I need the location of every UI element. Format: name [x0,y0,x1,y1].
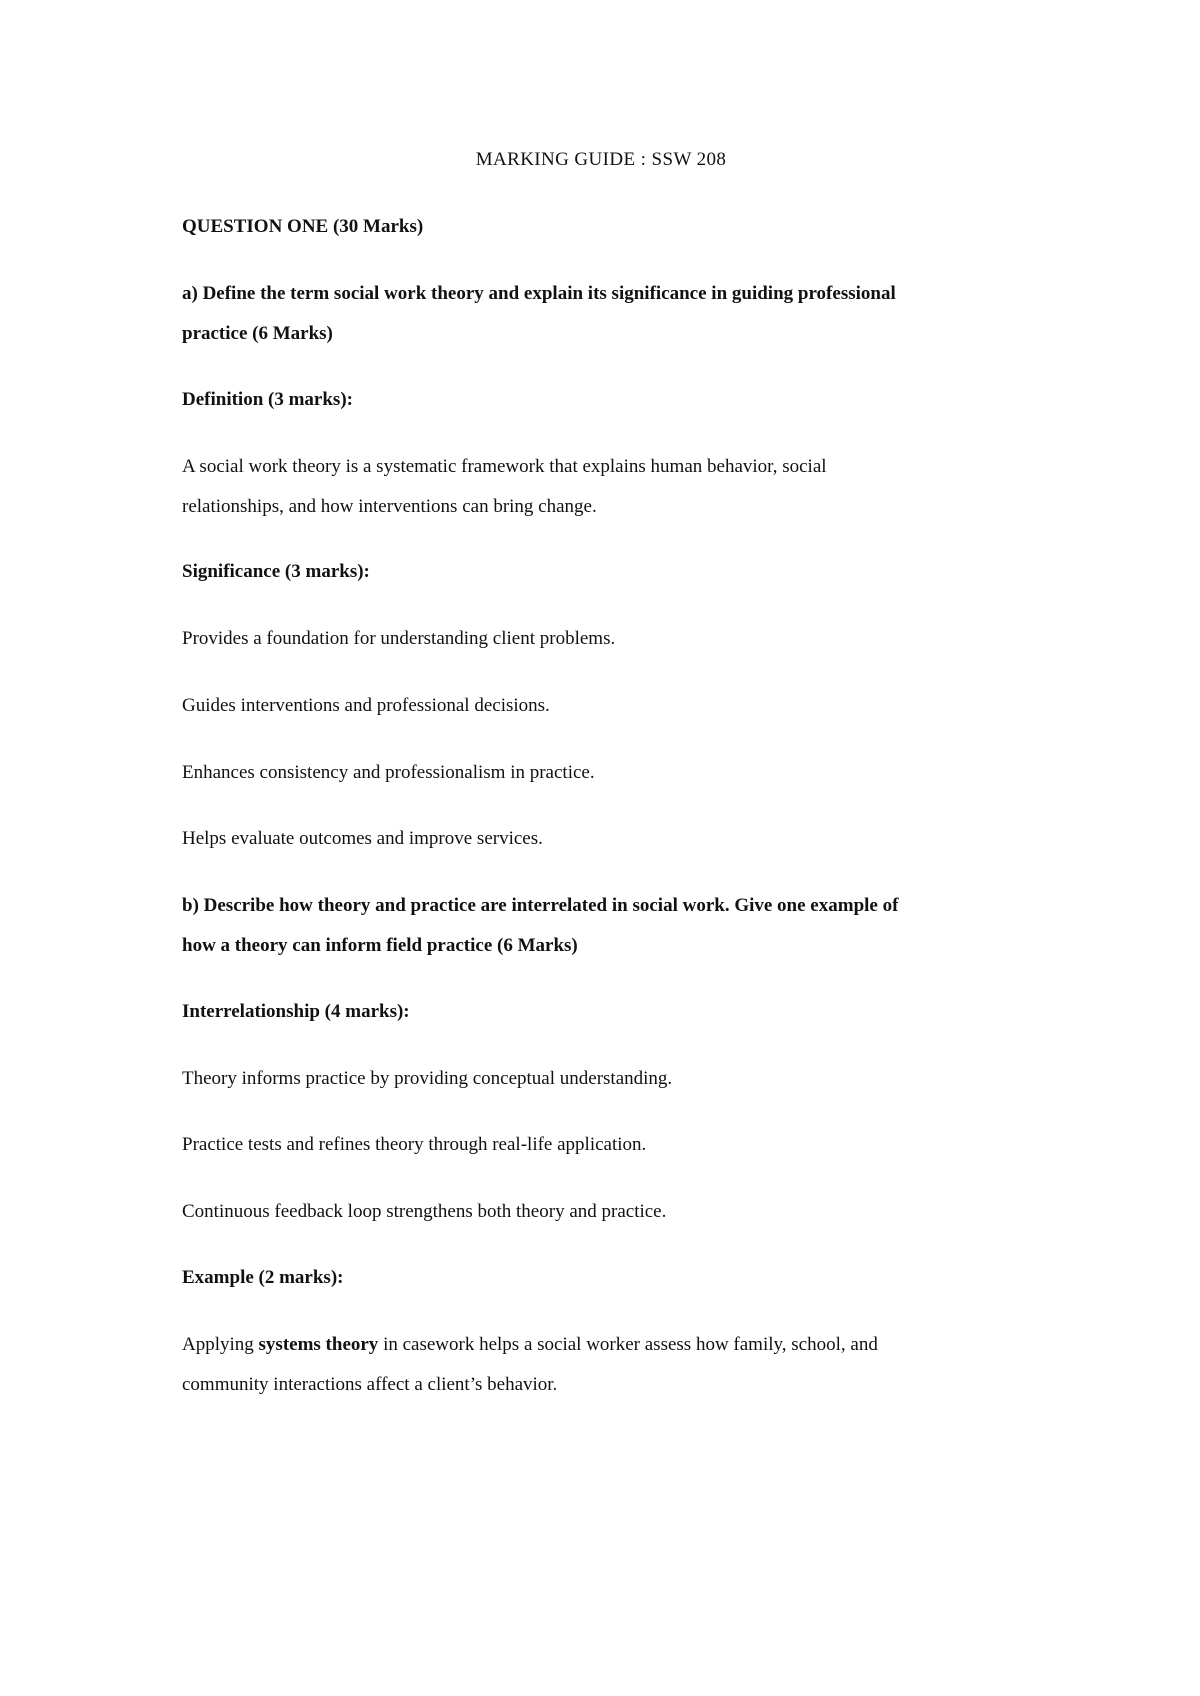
definition-label: Definition (3 marks): [182,389,353,410]
part-a-heading-line1: a) Define the term social work theory and explain its significance in guiding professional [182,283,896,304]
definition-text-line1: A social work theory is a systematic framework that explains human behavior, social [182,456,827,477]
part-b-heading-line2: how a theory can inform field practice (6 Marks) [182,935,578,956]
significance-point: Guides interventions and professional decisions. [182,695,550,716]
interrelationship-point: Practice tests and refines theory through real-life application. [182,1134,647,1155]
example-text-line2: community interactions affect a client’s behavior. [182,1374,558,1395]
interrelationship-point: Theory informs practice by providing conceptual understanding. [182,1068,673,1089]
example-theory-name: systems theory [258,1334,379,1355]
significance-point: Helps evaluate outcomes and improve services. [182,828,543,849]
interrelationship-label: Interrelationship (4 marks): [182,1001,410,1022]
question-heading: QUESTION ONE (30 Marks) [182,216,424,237]
document-title: MARKING GUIDE : SSW 208 [475,149,727,170]
significance-point: Provides a foundation for understanding client problems. [182,628,616,649]
example-label: Example (2 marks): [182,1267,344,1288]
significance-point: Enhances consistency and professionalism in practice. [182,762,595,783]
example-prefix: Applying [182,1334,259,1355]
example-text-line1 [182,1333,878,1357]
part-a-heading-line2: practice (6 Marks) [182,323,333,344]
definition-text-line2: relationships, and how interventions can bring change. [182,496,597,517]
part-b-heading-line1: b) Describe how theory and practice are interrelated in social work. Give one example of [182,895,899,916]
example-rest: in casework helps a social worker assess how family, school, and [378,1334,878,1355]
interrelationship-point: Continuous feedback loop strengthens both theory and practice. [182,1201,667,1222]
significance-label: Significance (3 marks): [182,561,370,582]
